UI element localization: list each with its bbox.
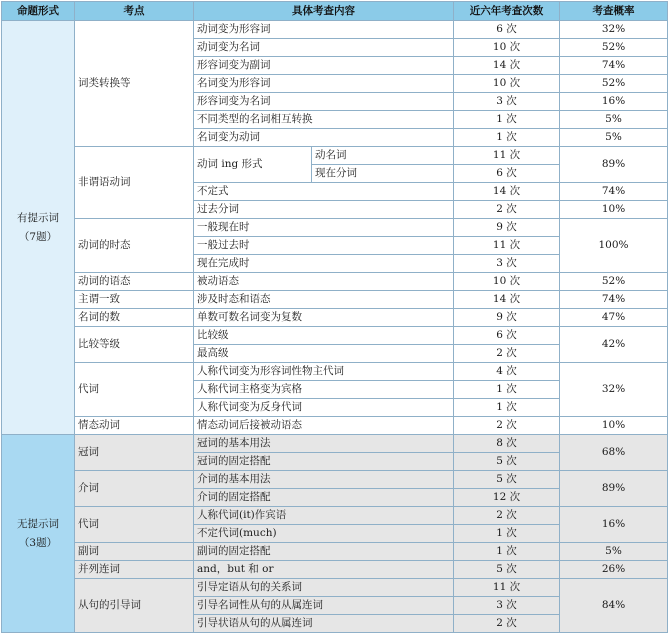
count-cell: 1 次 xyxy=(454,111,560,129)
table-row xyxy=(2,507,668,525)
count-cell: 8 次 xyxy=(454,435,560,453)
content-cell: 不定式 xyxy=(194,183,454,201)
content-cell: 引导定语从句的关系词 xyxy=(194,579,454,597)
content-cell: 形容词变为名词 xyxy=(194,93,454,111)
count-cell: 6 次 xyxy=(454,165,560,183)
point-cell: 代词 xyxy=(75,507,194,543)
probability-cell: 52% xyxy=(560,273,668,291)
point-cell: 并列连词 xyxy=(75,561,194,579)
count-cell: 6 次 xyxy=(454,327,560,345)
table-body xyxy=(2,21,668,633)
content-cell: 冠词的固定搭配 xyxy=(194,453,454,471)
probability-cell: 16% xyxy=(560,507,668,543)
count-cell: 3 次 xyxy=(454,597,560,615)
content-cell: 引导状语从句的从属连词 xyxy=(194,615,454,633)
count-cell: 14 次 xyxy=(454,291,560,309)
count-cell: 12 次 xyxy=(454,489,560,507)
probability-cell: 32% xyxy=(560,21,668,39)
content-cell: 人称代词(it)作宾语 xyxy=(194,507,454,525)
table-row xyxy=(2,291,668,309)
exam-analysis-table xyxy=(1,1,668,633)
header-content: 具体考查内容 xyxy=(194,2,454,21)
content-cell: 过去分词 xyxy=(194,201,454,219)
count-cell: 10 次 xyxy=(454,273,560,291)
table-row xyxy=(2,219,668,237)
probability-cell: 52% xyxy=(560,75,668,93)
content-cell: 一般现在时 xyxy=(194,219,454,237)
content-cell: 涉及时态和语态 xyxy=(194,291,454,309)
exam-analysis-table-container xyxy=(1,1,668,633)
point-cell: 动词的时态 xyxy=(75,219,194,273)
content-cell: 介词的固定搭配 xyxy=(194,489,454,507)
probability-cell: 89% xyxy=(560,471,668,507)
probability-cell: 10% xyxy=(560,201,668,219)
count-cell: 14 次 xyxy=(454,183,560,201)
content-cell: 名词变为动词 xyxy=(194,129,454,147)
content-cell: 副词的固定搭配 xyxy=(194,543,454,561)
content-subtype-cell: 现在分词 xyxy=(312,165,454,183)
count-cell: 9 次 xyxy=(454,219,560,237)
content-cell: 介词的基本用法 xyxy=(194,471,454,489)
point-cell: 比较等级 xyxy=(75,327,194,363)
point-cell: 情态动词 xyxy=(75,417,194,435)
count-cell: 1 次 xyxy=(454,381,560,399)
table-row xyxy=(2,543,668,561)
table-row xyxy=(2,417,668,435)
count-cell: 1 次 xyxy=(454,543,560,561)
count-cell: 10 次 xyxy=(454,39,560,57)
point-cell: 介词 xyxy=(75,471,194,507)
content-cell: 人称代词主格变为宾格 xyxy=(194,381,454,399)
content-cell: 不同类型的名词相互转换 xyxy=(194,111,454,129)
count-cell: 1 次 xyxy=(454,525,560,543)
probability-cell: 89% xyxy=(560,147,668,183)
probability-cell: 5% xyxy=(560,129,668,147)
probability-cell: 68% xyxy=(560,435,668,471)
point-cell: 名词的数 xyxy=(75,309,194,327)
count-cell: 4 次 xyxy=(454,363,560,381)
point-cell: 词类转换等 xyxy=(75,21,194,147)
form-name: 有提示词 xyxy=(17,211,59,224)
content-cell: 冠词的基本用法 xyxy=(194,435,454,453)
count-cell: 1 次 xyxy=(454,399,560,417)
content-cell: 形容词变为副词 xyxy=(194,57,454,75)
probability-cell: 74% xyxy=(560,291,668,309)
header-point: 考点 xyxy=(75,2,194,21)
content-cell: 不定代词(much) xyxy=(194,525,454,543)
table-row xyxy=(2,21,668,39)
form-cell xyxy=(2,21,75,435)
table-row xyxy=(2,147,668,165)
form-question-count: （3题） xyxy=(18,536,58,549)
probability-cell: 84% xyxy=(560,579,668,633)
probability-cell: 10% xyxy=(560,417,668,435)
table-row xyxy=(2,471,668,489)
content-cell: 一般过去时 xyxy=(194,237,454,255)
probability-cell: 42% xyxy=(560,327,668,363)
count-cell: 3 次 xyxy=(454,255,560,273)
content-cell: 单数可数名词变为复数 xyxy=(194,309,454,327)
count-cell: 11 次 xyxy=(454,237,560,255)
count-cell: 14 次 xyxy=(454,57,560,75)
table-row xyxy=(2,561,668,579)
probability-cell: 26% xyxy=(560,561,668,579)
content-cell: 人称代词变为反身代词 xyxy=(194,399,454,417)
point-cell: 冠词 xyxy=(75,435,194,471)
table-row xyxy=(2,309,668,327)
content-cell: 最高级 xyxy=(194,345,454,363)
count-cell: 6 次 xyxy=(454,21,560,39)
probability-cell: 16% xyxy=(560,93,668,111)
content-cell: 被动语态 xyxy=(194,273,454,291)
content-cell: 名词变为形容词 xyxy=(194,75,454,93)
content-cell: and，but 和 or xyxy=(194,561,454,579)
count-cell: 11 次 xyxy=(454,147,560,165)
probability-cell: 74% xyxy=(560,183,668,201)
content-cell: 引导名词性从句的从属连词 xyxy=(194,597,454,615)
probability-cell: 74% xyxy=(560,57,668,75)
table-row xyxy=(2,435,668,453)
count-cell: 3 次 xyxy=(454,93,560,111)
header-row xyxy=(2,2,668,21)
count-cell: 10 次 xyxy=(454,75,560,93)
count-cell: 2 次 xyxy=(454,507,560,525)
count-cell: 2 次 xyxy=(454,345,560,363)
content-cell: 现在完成时 xyxy=(194,255,454,273)
content-subtype-cell: 动名词 xyxy=(312,147,454,165)
point-cell: 主谓一致 xyxy=(75,291,194,309)
count-cell: 2 次 xyxy=(454,615,560,633)
probability-cell: 32% xyxy=(560,363,668,417)
table-row xyxy=(2,579,668,597)
form-name: 无提示词 xyxy=(17,517,59,530)
point-cell: 从句的引导词 xyxy=(75,579,194,633)
header-probability: 考查概率 xyxy=(560,2,668,21)
header-count: 近六年考查次数 xyxy=(454,2,560,21)
content-cell: 动词变为形容词 xyxy=(194,21,454,39)
form-cell xyxy=(2,435,75,633)
probability-cell: 5% xyxy=(560,111,668,129)
content-cell: 动词 ing 形式 xyxy=(194,147,312,183)
count-cell: 9 次 xyxy=(454,309,560,327)
probability-cell: 5% xyxy=(560,543,668,561)
count-cell: 2 次 xyxy=(454,201,560,219)
table-row xyxy=(2,327,668,345)
table-row xyxy=(2,363,668,381)
table-row xyxy=(2,273,668,291)
count-cell: 5 次 xyxy=(454,453,560,471)
count-cell: 1 次 xyxy=(454,129,560,147)
probability-cell: 47% xyxy=(560,309,668,327)
probability-cell: 52% xyxy=(560,39,668,57)
content-cell: 动词变为名词 xyxy=(194,39,454,57)
content-cell: 比较级 xyxy=(194,327,454,345)
point-cell: 副词 xyxy=(75,543,194,561)
content-cell: 情态动词后接被动语态 xyxy=(194,417,454,435)
probability-cell: 100% xyxy=(560,219,668,273)
content-cell: 人称代词变为形容词性物主代词 xyxy=(194,363,454,381)
count-cell: 5 次 xyxy=(454,561,560,579)
point-cell: 代词 xyxy=(75,363,194,417)
header-form: 命题形式 xyxy=(2,2,75,21)
form-question-count: （7题） xyxy=(18,230,58,243)
count-cell: 5 次 xyxy=(454,471,560,489)
count-cell: 11 次 xyxy=(454,579,560,597)
count-cell: 2 次 xyxy=(454,417,560,435)
point-cell: 非谓语动词 xyxy=(75,147,194,219)
table-header xyxy=(2,2,668,21)
point-cell: 动词的语态 xyxy=(75,273,194,291)
